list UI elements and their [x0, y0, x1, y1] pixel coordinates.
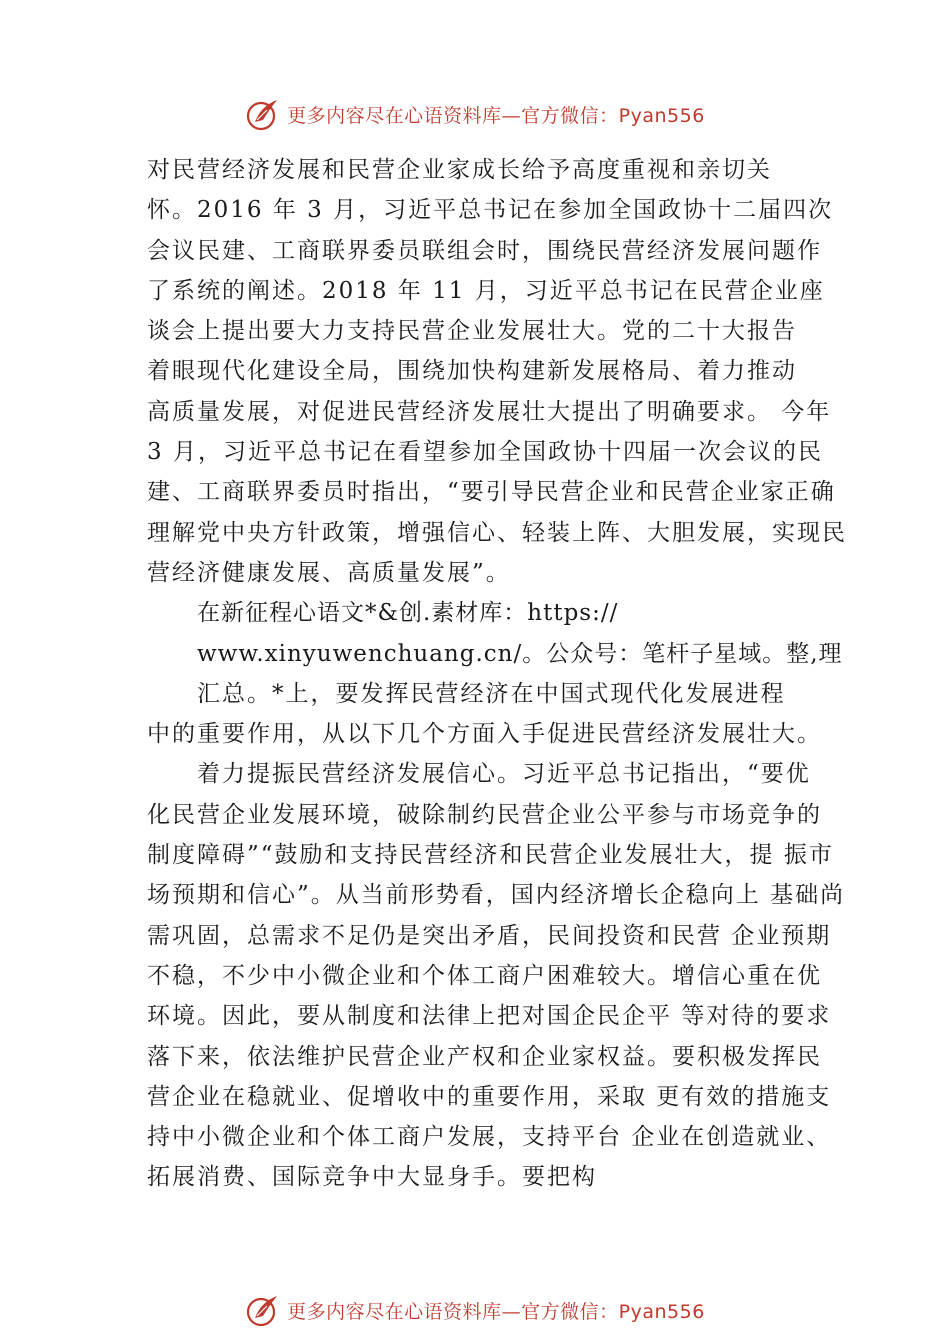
- header-watermark: [0, 94, 950, 134]
- quill-logo-icon: [245, 1292, 281, 1328]
- text-line: 谈会上提出要大力支持民营企业发展壮大。党的二十大报告: [147, 318, 797, 345]
- text-line: 会议民建、工商联界委员联组会时，围绕民营经济发展问题作: [147, 237, 822, 264]
- text-line: 不稳，不少中小微企业和个体工商户困难较大。增信心重在优: [147, 962, 822, 989]
- text-line: 场预期和信心”。从当前形势看，国内经济增长企稳向上 基础尚: [147, 882, 846, 909]
- text-line: 对民营经济发展和民营企业家成长给予高度重视和亲切关: [147, 157, 772, 183]
- text-line: 营企业在稳就业、促增收中的重要作用，采取 更有效的措施支: [147, 1083, 832, 1110]
- text-line: 制度障碍”“鼓励和支持民营经济和民营企业发展壮大，提 振市: [147, 842, 834, 869]
- text-line: 化民营企业发展环境，破除制约民营企业公平参与市场竞争的: [147, 801, 822, 828]
- text-line: 了系统的阐述。2018 年 11 月，习近平总书记在民营企业座: [147, 277, 825, 304]
- text-line: 营经济健康发展、高质量发展”。: [147, 559, 511, 586]
- text-line: 着眼现代化建设全局，围绕加快构建新发展格局、着力推动: [147, 358, 797, 385]
- text-line: 怀。2016 年 3 月，习近平总书记在参加全国政协十二届四次: [147, 197, 834, 224]
- text-line: 建、工商联界委员时指出，“要引导民营企业和民营企业家正确: [147, 479, 836, 506]
- text-line: 需巩固，总需求不足仍是突出矛盾，民间投资和民营 企业预期: [147, 922, 832, 949]
- text-line: 理解党中央方针政策，增强信心、轻装上阵、大胆发展，实现民: [147, 519, 847, 546]
- text-line: 落下来，依法维护民营企业产权和企业家权益。要积极发挥民: [147, 1043, 822, 1070]
- text-line: 3 月，习近平总书记在看望参加全国政协十四届一次会议的民: [147, 439, 823, 466]
- article-body: [147, 150, 847, 1198]
- watermark-text: 更多内容尽在心语资料库—官方微信：Pyan556: [287, 104, 705, 127]
- text-line: www.xinyuwenchuang.cn/。公众号：笔杆子星域。整,理: [197, 640, 843, 667]
- text-line: 拓展消费、国际竞争中大显身手。要把构: [147, 1164, 597, 1191]
- text-line: 在新征程心语文*&创.素材库：https://: [197, 600, 619, 627]
- text-line: 汇总。*上，要发挥民营经济在中国式现代化发展进程: [197, 680, 786, 707]
- watermark-text: 更多内容尽在心语资料库—官方微信：Pyan556: [287, 1300, 705, 1323]
- text-line: 高质量发展，对促进民营经济发展壮大提出了明确要求。 今年: [147, 398, 832, 425]
- text-line: 持中小微企业和个体工商户发展，支持平台 企业在创造就业、: [147, 1124, 832, 1151]
- footer-watermark: [0, 1290, 950, 1330]
- text-line: 中的重要作用，从以下几个方面入手促进民营经济发展壮大。: [147, 721, 822, 748]
- text-line: 着力提振民营经济发展信心。习近平总书记指出，“要优: [197, 761, 811, 788]
- text-line: 环境。因此，要从制度和法律上把对国企民企平 等对待的要求: [147, 1003, 832, 1030]
- quill-logo-icon: [245, 96, 281, 132]
